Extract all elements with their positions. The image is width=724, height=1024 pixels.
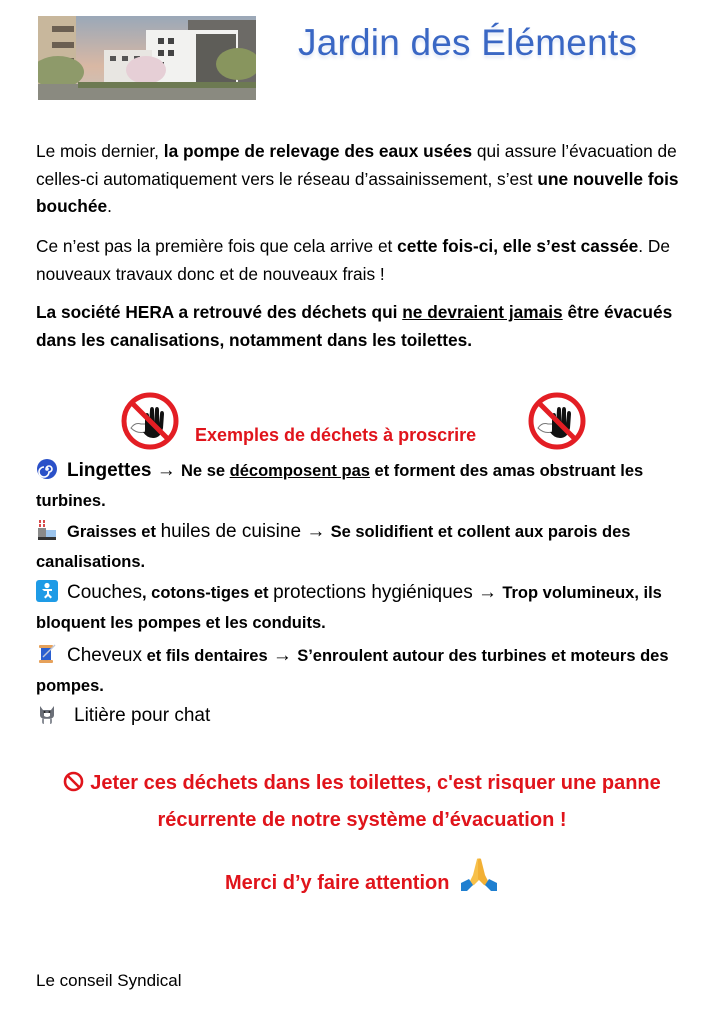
p1-bold-blocked: une nouvelle fois bouchée: [36, 168, 679, 216]
page-title: Jardin des Éléments: [298, 22, 638, 63]
intro-paragraph-2: [36, 233, 686, 288]
list-item-cat-litter: [36, 701, 696, 732]
item-desc: Se solidifient et collent aux parois des canalisations.: [36, 523, 631, 571]
p1-bold-pump: la pompe de relevage des eaux usées: [163, 141, 473, 161]
prohibited-icon: [63, 769, 84, 803]
thanks-message: [40, 857, 684, 897]
no-entry-hand-icon: [528, 392, 586, 450]
signature: Le conseil Syndical: [36, 971, 182, 990]
item-desc: Trop volumineux, ils bloquent les pompes et les conduits.: [36, 584, 662, 632]
p2-text-c: . De nouveaux travaux donc et de nouveaux frais !: [36, 236, 670, 284]
p2-text-a: Ce n’est pas la première fois que cela arrive et: [36, 236, 398, 256]
item-name-large: Litière pour chat: [74, 705, 211, 726]
factory-icon: [36, 519, 58, 541]
list-item-hair: [36, 641, 696, 701]
intro-paragraph-1: [36, 138, 686, 221]
swirl-icon: [36, 458, 58, 480]
arrow: →: [301, 521, 331, 542]
p1-text-e: .: [107, 196, 112, 216]
item-name: , cotons-tiges et: [142, 584, 274, 602]
intro-paragraph-3: [36, 299, 686, 354]
baby-icon: [36, 580, 58, 602]
examples-heading: Exemples de déchets à proscrire: [195, 425, 477, 445]
p1-text-c: qui assure l’évacuation de celles-ci automatiquement vers le réseau d’assainissement, s’est: [36, 141, 677, 189]
p2-bold-broken: cette fois-ci, elle s’est cassée: [397, 236, 639, 256]
item-desc: S’enroulent autour des turbines et moteurs des pompes.: [36, 647, 669, 695]
item-name: et fils dentaires: [142, 647, 268, 665]
folded-hands-icon: [459, 857, 499, 897]
item-name-large: protections hygiéniques: [273, 582, 473, 603]
thanks-text: Merci d’y faire attention: [224, 872, 450, 894]
arrow: →: [151, 460, 182, 481]
warning-message: [40, 766, 684, 837]
item-name: Lingettes: [67, 460, 152, 481]
warning-text: Jeter ces déchets dans les toilettes, c'est risquer une panne récurrente de notre système d’évacuation !: [90, 772, 661, 831]
p1-text-a: Le mois dernier,: [36, 141, 164, 161]
item-desc: Ne se: [181, 462, 230, 480]
p3-text-a: La société HERA a retrouvé des déchets qui: [36, 302, 403, 322]
list-item-diapers: [36, 578, 696, 638]
item-desc-underlined: décomposent pas: [229, 462, 370, 480]
item-name-large: Couches: [67, 582, 142, 603]
item-desc: et forment des amas obstruant les turbines.: [36, 462, 644, 510]
building-photo: [38, 16, 256, 100]
p3-text-c: être évacués dans les canalisations, notamment dans les toilettes.: [36, 302, 673, 350]
item-name-large: huiles de cuisine: [160, 521, 302, 542]
thread-spool-icon: [36, 643, 58, 665]
p3-underlined: ne devraient jamais: [402, 302, 563, 322]
item-name-large: Cheveux: [67, 645, 142, 666]
no-entry-hand-icon: [121, 392, 179, 450]
list-item-grease: [36, 517, 696, 577]
arrow: →: [267, 645, 298, 666]
item-name: Graisses et: [67, 523, 161, 541]
cat-icon: [36, 703, 58, 725]
list-item-wipes: [36, 456, 696, 516]
arrow: →: [472, 582, 503, 603]
